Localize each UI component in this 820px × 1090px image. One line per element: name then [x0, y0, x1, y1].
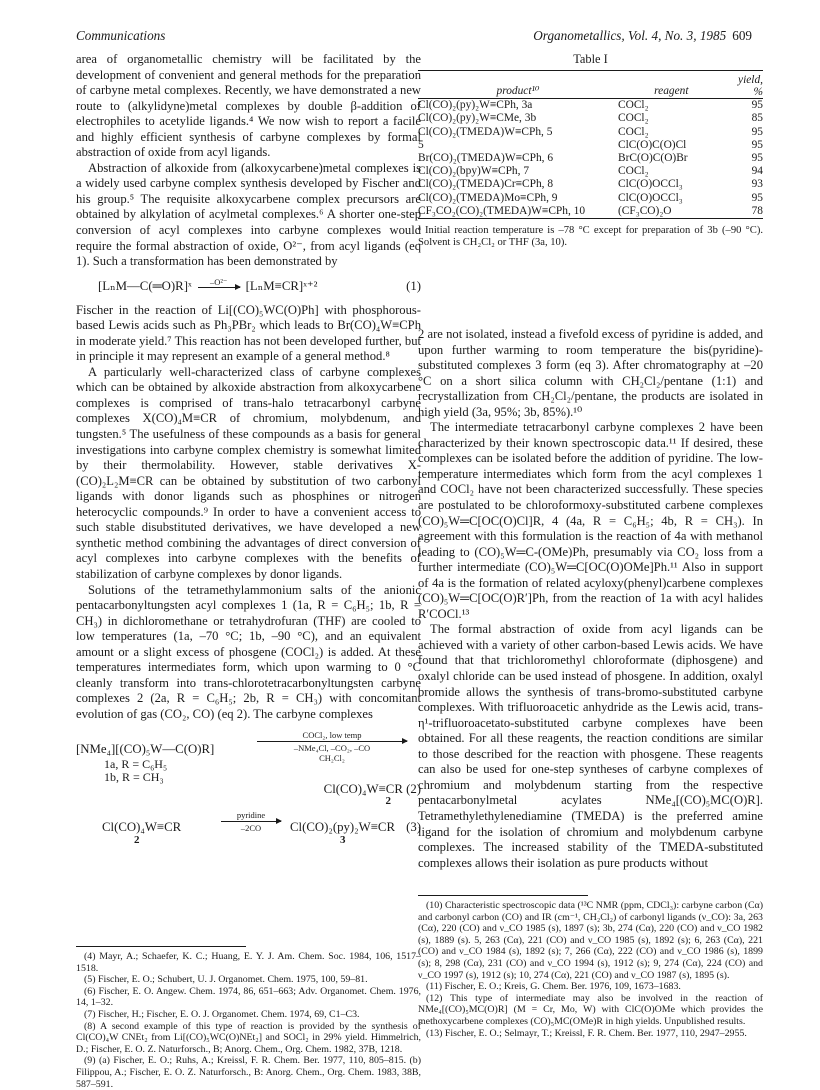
table-footnote: ᵃ Initial reaction temperature is –78 °C except for preparation of 3b (–90 °C). Solvent is CH₂Cl₂ or THF (3a, 10). — [418, 225, 763, 249]
eq2-reactant-a: 1a, R = C₆H₅ — [104, 757, 168, 772]
reaction-arrow-icon — [257, 741, 407, 742]
running-head-left: Communications — [76, 28, 166, 43]
cell-yield: 95 — [751, 99, 763, 112]
cell-reagent: COCl₂ — [618, 99, 649, 112]
cell-yield: 93 — [751, 178, 763, 191]
cell-product: Cl(CO)₂(bpy)W≡CPh, 7 — [418, 165, 530, 178]
footnote-divider — [418, 895, 588, 896]
eq3-reactant: Cl(CO)₄W≡CR — [102, 820, 182, 835]
cell-reagent: ClC(O)C(O)Cl — [618, 138, 687, 151]
footnote: (9) (a) Fischer, E. O.; Ruhs, A.; Kreissl, F. R. Chem. Ber. 1977, 110, 805–815. (b) Filippou, A.; Fischer, E. O. Z. Naturforsch., B: Anorg. Chem., Org. Chem. 1983, 38B, 587–591. — [76, 1055, 421, 1090]
table-row — [418, 178, 763, 191]
footnote: (11) Fischer, E. O.; Kreis, G. Chem. Ber. 1976, 109, 1673–1683. — [426, 981, 681, 993]
footnote: (13) Fischer, E. O.; Selmayr, T.; Kreissl, F. R. Chem. Ber. 1977, 110, 2947–2955. — [426, 1027, 747, 1039]
table-row — [418, 152, 763, 165]
cell-yield: 95 — [751, 138, 763, 151]
cell-reagent: COCl₂ — [618, 125, 649, 138]
cell-reagent: BrC(O)C(O)Br — [618, 152, 688, 165]
cell-product: Cl(CO)₂(py)₂W≡CMe, 3b — [418, 112, 537, 125]
paragraph: 2 are not isolated, instead a fivefold excess of pyridine is added, and upon further warming to room temperature the bis(pyridine)-substituted complexes 3 form (eq 3). After chromatography at –20 °C on a short silica column with CH₂Cl₂/pentane (1:1) and recrystallization from CH₂Cl₂/pentane, the products are isolated in high yield (3a, 95%; 3b, 85%).¹⁰ — [418, 327, 763, 419]
table-row — [418, 112, 763, 125]
paragraph: The formal abstraction of oxide from acyl ligands can be achieved with a variety of other carbon-based Lewis acids. We have found that that trichloromethyl chloroformate (diphosgene) and oxalyl chloride can be used instead of phosgene. In addition, oxalyl bromide allows the synthesis of trans-bromo-substituted carbyne complexes. With trifluoroacetic anhydride as the Lewis acid, trans-η¹-trifluoroacetato-substituted carbyne complexes have been obtained. For all these reagents, the reaction conditions are similar to those described for the reaction with phosgene. These reagents can also be used for one-step syntheses of carbyne complexes of chromium and molybdenum starting from the respective pentacarbonylmetal acylates NMe₄[(CO)₅MC(O)R]. Tetramethylethylenediamine (TMEDA) is the preferred amine ligand for the isolation of chromium and molybdenum carbyne complexes. The increased stability of the TMEDA-substituted complexes allows their isolation as pure products without — [418, 622, 763, 870]
right-column — [418, 327, 763, 871]
cell-yield: 94 — [751, 165, 763, 178]
journal-citation: Organometallics, Vol. 4, No. 3, 1985 — [533, 28, 727, 43]
footnote-divider — [76, 946, 246, 947]
table-header-row — [418, 71, 763, 99]
cell-reagent: (CF₃CO)₂O — [618, 204, 672, 217]
yield-header-line1: yield, — [738, 74, 763, 87]
footnote: (7) Fischer, H.; Fischer, E. O. J. Organomet. Chem. 1974, 69, C1–C3. — [84, 1008, 360, 1020]
equation-3 — [76, 810, 421, 850]
table-row — [418, 192, 763, 205]
cell-reagent: COCl₂ — [618, 112, 649, 125]
cell-product: Cl(CO)₂(TMEDA)Mo≡CPh, 9 — [418, 191, 558, 204]
eq2-product-label: 2 — [385, 795, 391, 808]
table-row — [418, 165, 763, 178]
equation-2 — [76, 730, 421, 808]
eq2-reactant-b: 1b, R = CH₃ — [104, 770, 164, 785]
running-head-right — [533, 28, 752, 44]
eq1-arrow — [198, 277, 240, 298]
equation-1 — [76, 277, 421, 298]
reaction-arrow-icon — [198, 287, 240, 288]
eq3-product: Cl(CO)₂(py)₂W≡CR — [290, 820, 395, 835]
table-row — [418, 139, 763, 152]
eq2-number: (2) — [406, 782, 421, 797]
column-header-reagent: reagent — [654, 85, 689, 97]
page-number: 609 — [732, 28, 752, 43]
cell-yield: 85 — [751, 112, 763, 125]
cell-yield: 78 — [751, 204, 763, 217]
table-row — [418, 99, 763, 113]
footnote: (6) Fischer, E. O. Angew. Chem. 1974, 86, 651–663; Adv. Organomet. Chem. 1976, 14, 1–32. — [76, 985, 421, 1009]
footnote: (10) Characteristic spectroscopic data (¹³C NMR (ppm, CDCl₃): carbyne carbon (Cα) and carbonyl carbon (CO) and IR (cm⁻¹, CH₂Cl₂) of carbonyl ligands (ν_CO): 3a, 263 (Cα), 220 (CO) and ν_CO 1985 (s), 1897 (s); 3b, 274 (Cα), 220 (CO) and ν_CO 1982 (s), 1889 (s). 5, 263 (Cα), 221 (CO) and ν_CO 1985 (s), 1892 (s); 6, 263 (Cα), 221 (CO) and ν_CO 1984 (s), 1892 (s); 7, 266 (Cα), 222 (CO) and ν_CO 1986 (s), 1899 (s); 8, 298 (Cα), 231 (CO) and ν_CO 1994 (s), 1912 (s); 9, 274 (Cα), 224 (CO) and ν_CO 1997 (s), 1912 (s); 10, 274 (Cα), 221 (CO) and ν_CO 1987 (s), 1895 (s). — [418, 900, 763, 981]
eq2-arrow-top: COCl₂, low temp — [302, 730, 362, 741]
cell-product: Cl(CO)₂(TMEDA)Cr≡CPh, 8 — [418, 178, 554, 191]
cell-reagent: ClC(O)OCCl₃ — [618, 191, 683, 204]
eq3-reactant-label: 2 — [134, 834, 140, 847]
yield-header-line2: % — [753, 86, 763, 99]
eq1-reactant: [LₙM—C(═O)R]ˣ — [98, 279, 192, 294]
data-table — [418, 70, 763, 219]
footnote: (5) Fischer, E. O.; Schubert, U. J. Organomet. Chem. 1975, 100, 59–81. — [84, 974, 368, 986]
eq3-arrow — [216, 810, 286, 833]
column-header-product: product¹⁰ — [496, 85, 540, 97]
table-title: Table I — [573, 52, 608, 66]
eq2-product-formula: Cl(CO)₄W≡CR — [323, 782, 403, 797]
table-row — [418, 205, 763, 219]
footnote: (8) A second example of this type of reaction is provided by the synthesis of Cl(CO)₄W CNEt₂ from Li[(CO)₅WC(O)NEt₂] and SOCl₂ in 29% yield. Himmelrich, D.; Fischer, E. O. Z. Naturforsch., B; Anorg. Chem., Org. Chem. 1982, 37B, 1218. — [76, 1020, 421, 1055]
paragraph: Abstraction of alkoxide from (alkoxycarbene)metal complexes is a widely used carbyne complex synthesis developed by Fischer and his group.⁵ The requisite alkoxycarbene complex precursors are obtained by alkylation of acylmetal complexes.⁶ A shorter one-step conversion of acyl complexes into carbyne complexes would require the formal abstraction of oxide, O²⁻, from acyl ligands (eq 1). Such a transformation has been demonstrated by — [76, 160, 421, 269]
cell-product: Cl(CO)₂(py)₂W≡CPh, 3a — [418, 99, 533, 112]
cell-reagent: ClC(O)OCCl₃ — [618, 178, 683, 191]
column-header-yield — [725, 71, 763, 99]
table-row — [418, 126, 763, 139]
cell-product: 5 — [418, 138, 424, 151]
eq2-reactant: [NMe₄][(CO)₅W—C(O)R] — [76, 742, 215, 757]
cell-yield: 95 — [751, 191, 763, 204]
eq2-arrow-bottom: –NMe₄Cl, –CO₂, –CO — [293, 743, 371, 754]
left-footnotes — [76, 951, 421, 1090]
eq1-number: (1) — [406, 279, 421, 294]
cell-reagent: COCl₂ — [618, 165, 649, 178]
paragraph: Fischer in the reaction of Li[(CO)₅WC(O)Ph] with phosphorous-based Lewis acids such as Ph₃PBr₂ which leads to Br(CO)₄W≡CPh in moderate yield.⁷ This reaction has not been developed further, but in principle it may represent an example of a general method.⁸ — [76, 302, 421, 364]
eq1-arrow-label: –O²⁻ — [209, 276, 228, 287]
footnote: (12) This type of intermediate may also be involved in the reaction of NMe₄[(CO)₅MC(O)R] (M = Cr, Mo, W) with ClC(O)OMe which provides the methoxycarbene complexes (CO)₅MC(OMe)R in high yields. Unpublished results. — [418, 992, 763, 1027]
eq2-arrow — [252, 730, 412, 763]
eq3-number: (3) — [406, 820, 421, 835]
paragraph: Solutions of the tetramethylammonium salts of the anionic pentacarbonyltungsten acyl complexes 1 (1a, R = C₆H₅; 1b, R = CH₃) in dichloromethane or tetrahydrofuran (THF) are cooled to low temperatures (1a, –70 °C; 1b, –90 °C), and an equivalent amount or a slight excess of phosgene (COCl₂) is added. At these temperatures intermediates form, which upon warming to 0 °C cleanly transform into trans-chlorotetracarbonyltungsten carbyne complexes 2 (2a, R = C₆H₅; 2b, R = CH₃) with concomitant evolution of gas (CO₂, CO) (eq 2). The carbyne complexes — [76, 582, 421, 721]
eq3-arrow-top: pyridine — [236, 810, 266, 821]
left-column — [76, 52, 421, 850]
reaction-arrow-icon — [221, 821, 281, 822]
eq2-product — [324, 782, 421, 798]
eq3-product-label: 3 — [340, 834, 346, 847]
eq3-arrow-bottom: –2CO — [240, 823, 262, 834]
right-footnotes — [418, 900, 763, 1039]
cell-product: Br(CO)₂(TMEDA)W≡CPh, 6 — [418, 152, 554, 165]
footnote: (4) Mayr, A.; Schaefer, K. C.; Huang, E. Y. J. Am. Chem. Soc. 1984, 106, 1517–1518. — [76, 951, 421, 974]
paragraph: The intermediate tetracarbonyl carbyne complexes 2 have been characterized by their known spectroscopic data.¹¹ If desired, these complexes can be isolated before the addition of pyridine. The low-temperature intermediates which form from the acyl complexes 1 and COCl₂ have not been characterized successfully. These species are postulated to be chloroformoxy-substituted carbene complexes (CO)₅W═C[OC(O)Cl]R, 4 (4a, R = C₆H₅; 4b, R = CH₃). In agreement with this formulation is the reaction of 4a with methanol leading to (CO)₅W═C-(OMe)Ph, presumably via CO₂ loss from a further intermediate (CO)₅W═C[OC(O)OMe]Ph.¹¹ Also in support of 4a is the formation of related acyloxy(phenyl)carbene complexes (CO)₅W═C[OC(O)R′]Ph, from the reaction of 1a with acyl halides R′COCl.¹³ — [418, 420, 763, 621]
paragraph: area of organometallic chemistry will be facilitated by the development of convenient and general methods for the preparation of carbyne metal complexes. Recently, we have demonstrated a new route to (alkylidyne)metal complexes by double β-addition of electrophiles to acetylide ligands.⁴ We now wish to report a facile and highly efficient synthesis of carbyne complexes by formal abstraction of oxide from acyl ligands. — [76, 52, 421, 160]
cell-yield: 95 — [751, 152, 763, 165]
cell-product: Cl(CO)₂(TMEDA)W≡CPh, 5 — [418, 125, 553, 138]
table-1 — [418, 52, 763, 250]
eq2-arrow-solvent: CH₂Cl₂ — [319, 753, 345, 764]
eq1-product: [LₙM≡CR]ˣ⁺² — [245, 279, 318, 294]
paragraph: A particularly well-characterized class of carbyne complexes which can be obtained by alkoxide abstraction from alkoxycarbene complexes is comprised of trans-halo tetracarbonyl carbyne complexes X(CO)₄M≡CR of chromium, molybdenum, and tungsten.⁵ The usefulness of these compounds as a basis for general investigations into carbyne complex chemistry is somewhat limited by their thermolability. However, stable derivatives X-(CO)₂L₂M≡CR can be obtained by substitution of two carbonyl ligands with donor ligands such as phosphines or nitrogen heterocyclic compounds.⁹ In order to have a convenient access to such stable disubstituted derivatives, we have developed a new synthetic method combining the advantages of direct conversion of acyl complexes into carbyne complexes with the benefits of stabilization of carbyne complexes by donor ligands. — [76, 364, 421, 581]
cell-yield: 95 — [751, 125, 763, 138]
cell-product: CF₃CO₂(CO)₂(TMEDA)W≡CPh, 10 — [418, 204, 586, 217]
